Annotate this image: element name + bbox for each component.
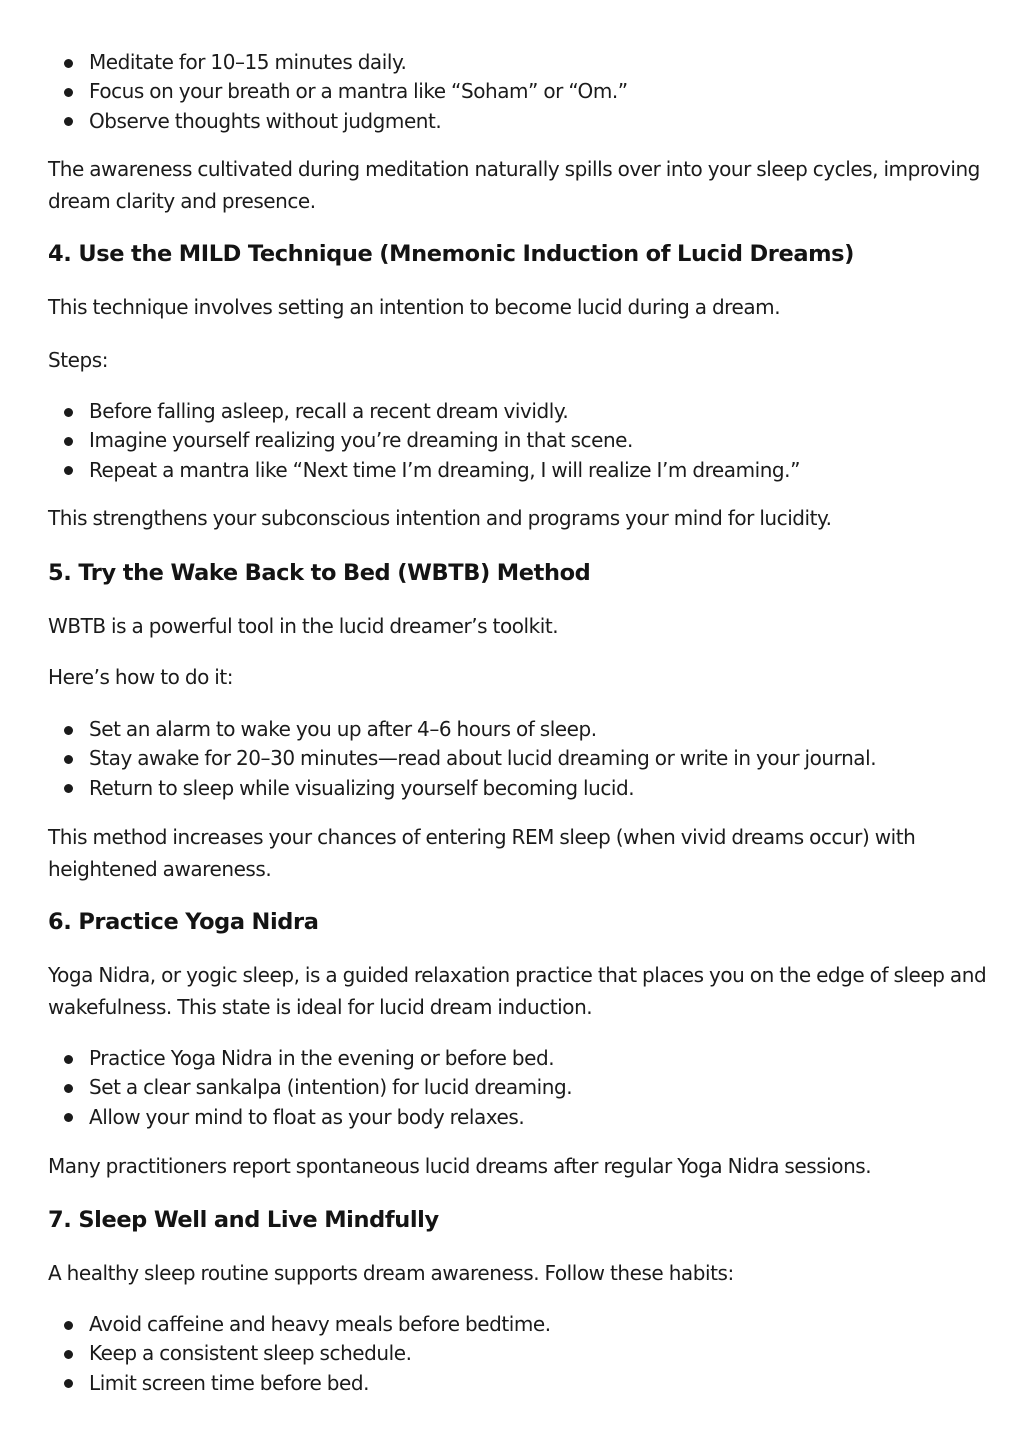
bullet-icon — [64, 437, 73, 446]
list-item — [48, 426, 988, 455]
paragraph: Yoga Nidra, or yogic sleep, is a guided relaxation practice that places you on the edge of sleep and wakefulness. This state is ideal for lucid dream induction. — [48, 963, 987, 1019]
paragraph: WBTB is a powerful tool in the lucid dreamer’s toolkit. — [48, 614, 559, 638]
list-item — [48, 1044, 988, 1073]
list-item-text: Observe thoughts without judgment. — [89, 108, 442, 133]
bullet-icon — [64, 755, 73, 764]
list-item-text: Keep a consistent sleep schedule. — [89, 1341, 412, 1366]
list-item — [48, 1103, 988, 1132]
bullet-icon — [64, 117, 73, 126]
list-item — [48, 107, 988, 136]
paragraph: This method increases your chances of entering REM sleep (when vivid dreams occur) with heightened awareness. — [48, 825, 916, 881]
bullet-list — [48, 48, 988, 136]
list-item-text: Practice Yoga Nidra in the evening or before bed. — [89, 1046, 555, 1070]
bullet-icon — [64, 1321, 73, 1330]
list-item — [48, 77, 988, 106]
bullet-icon — [64, 726, 73, 735]
paragraph: A healthy sleep routine supports dream awareness. Follow these habits: — [48, 1261, 734, 1285]
list-item — [48, 1339, 988, 1368]
bullet-icon — [64, 1113, 73, 1122]
list-item-text: Focus on your breath or a mantra like “Soham” or “Om.” — [89, 79, 628, 104]
bullet-icon — [64, 784, 73, 793]
bullet-icon — [64, 1379, 73, 1388]
paragraph: Many practitioners report spontaneous lucid dreams after regular Yoga Nidra sessions. — [48, 1154, 872, 1178]
list-item-text: Stay awake for 20–30 minutes—read about lucid dreaming or write in your journal. — [89, 746, 877, 771]
list-item — [48, 48, 988, 77]
section-heading: 4. Use the MILD Technique (Mnemonic Induction of Lucid Dreams) — [48, 241, 855, 267]
section-heading: 6. Practice Yoga Nidra — [48, 909, 319, 935]
list-item-text: Set a clear sankalpa (intention) for lucid dreaming. — [89, 1075, 573, 1100]
bullet-icon — [64, 1350, 73, 1359]
list-item-text: Allow your mind to float as your body relaxes. — [89, 1104, 525, 1129]
paragraph: This technique involves setting an intention to become lucid during a dream. — [48, 295, 781, 319]
bullet-list — [48, 1310, 988, 1398]
bullet-icon — [64, 88, 73, 97]
bullet-icon — [64, 1055, 73, 1064]
paragraph: The awareness cultivated during meditation naturally spills over into your sleep cycles, improving dream clarity and presence. — [48, 157, 980, 213]
list-item — [48, 397, 988, 426]
list-item-text: Before falling asleep, recall a recent dream vividly. — [89, 399, 569, 423]
bullet-list — [48, 715, 988, 803]
list-item — [48, 1073, 988, 1102]
list-item — [48, 456, 988, 485]
bullet-icon — [64, 59, 73, 68]
section-heading: 7. Sleep Well and Live Mindfully — [48, 1207, 439, 1233]
paragraph: Here’s how to do it: — [48, 665, 234, 689]
paragraph: This strengthens your subconscious intention and programs your mind for lucidity. — [48, 506, 832, 530]
list-item-text: Set an alarm to wake you up after 4–6 hours of sleep. — [89, 717, 597, 741]
list-item — [48, 1310, 988, 1339]
list-item — [48, 744, 988, 773]
bullet-icon — [64, 408, 73, 417]
list-item-text: Imagine yourself realizing you’re dreaming in that scene. — [89, 428, 633, 453]
list-item — [48, 1369, 988, 1398]
list-item-text: Limit screen time before bed. — [89, 1370, 370, 1395]
list-item — [48, 774, 988, 803]
bullet-icon — [64, 466, 73, 475]
bullet-icon — [64, 1084, 73, 1093]
list-item-text: Meditate for 10–15 minutes daily. — [89, 50, 407, 74]
list-item-text: Avoid caffeine and heavy meals before bedtime. — [89, 1312, 551, 1336]
list-item-text: Repeat a mantra like “Next time I’m dreaming, I will realize I’m dreaming.” — [89, 457, 800, 482]
list-item — [48, 715, 988, 744]
list-item-text: Return to sleep while visualizing yourself becoming lucid. — [89, 775, 635, 800]
bullet-list — [48, 397, 988, 485]
section-heading: 5. Try the Wake Back to Bed (WBTB) Method — [48, 560, 591, 586]
bullet-list — [48, 1044, 988, 1132]
paragraph: Steps: — [48, 348, 108, 372]
